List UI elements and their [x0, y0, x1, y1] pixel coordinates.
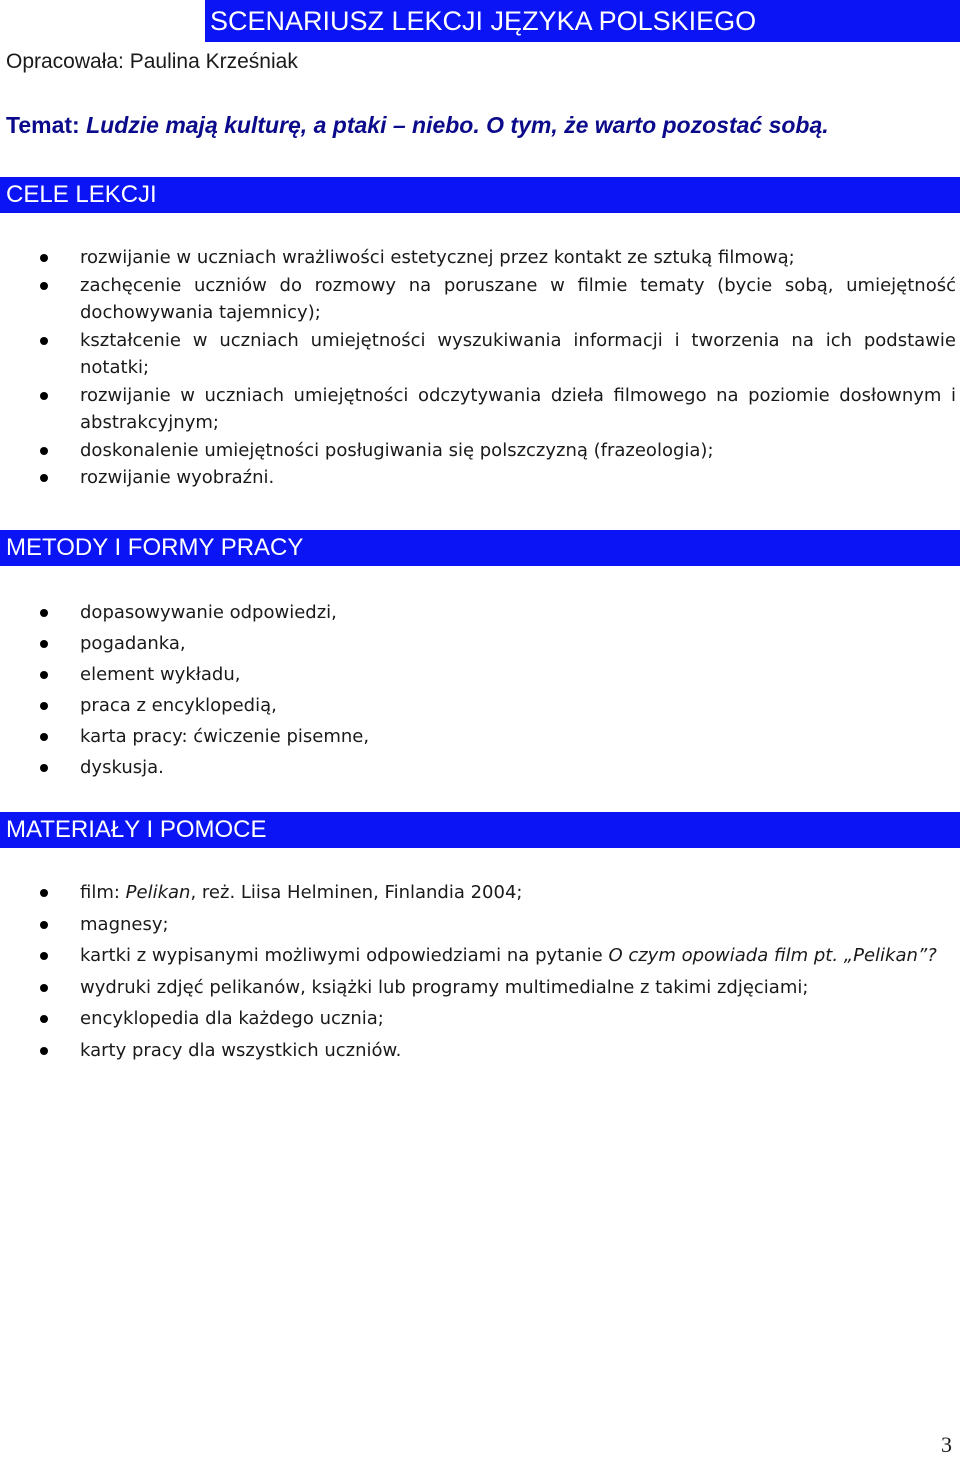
list-item: pogadanka, — [0, 628, 960, 659]
list-item: zachęcenie uczniów do rozmowy na poruszane w filmie tematy (bycie sobą, umiejętność dochowywania tajemnicy); — [0, 272, 960, 327]
film-prefix: film: — [80, 882, 126, 903]
list-item: dyskusja. — [0, 752, 960, 783]
list-item: element wykładu, — [0, 659, 960, 690]
film-title: Pelikan — [125, 882, 191, 903]
list-item: encyklopedia dla każdego ucznia; — [0, 1005, 960, 1033]
list-item: karty pracy dla wszystkich uczniów. — [0, 1037, 960, 1065]
section-heading-goals: CELE LEKCJI — [0, 177, 960, 213]
list-item: rozwijanie w uczniach wrażliwości estetycznej przez kontakt ze sztuką filmową; — [0, 244, 960, 272]
list-item: kształcenie w uczniach umiejętności wyszukiwania informacji i tworzenia na ich podstawie notatki; — [0, 327, 960, 382]
list-item: praca z encyklopedią, — [0, 690, 960, 721]
topic-label: Temat: — [6, 112, 87, 138]
cards-text: kartki z wypisanymi możliwymi odpowiedziami na pytanie — [80, 945, 609, 966]
section-heading-materials: MATERIAŁY I POMOCE — [0, 812, 960, 848]
list-item — [0, 942, 960, 970]
document-title: SCENARIUSZ LEKCJI JĘZYKA POLSKIEGO — [205, 0, 960, 42]
section-heading-methods: METODY I FORMY PRACY — [0, 530, 960, 566]
film-details: , reż. Liisa Helminen, Finlandia 2004; — [190, 882, 523, 903]
methods-list — [0, 597, 960, 783]
list-item: wydruki zdjęć pelikanów, książki lub programy multimedialne z takimi zdjęciami; — [0, 974, 960, 1002]
lesson-topic — [6, 112, 829, 139]
author-line: Opracowała: Paulina Krześniak — [6, 50, 298, 73]
topic-text: Ludzie mają kulturę, a ptaki – niebo. O tym, że warto pozostać sobą. — [86, 112, 829, 138]
list-item: rozwijanie w uczniach umiejętności odczytywania dzieła filmowego na poziomie dosłownym i abstrakcyjnym; — [0, 382, 960, 437]
list-item: rozwijanie wyobraźni. — [0, 464, 960, 492]
goals-list — [0, 244, 960, 492]
page-number: 3 — [941, 1432, 952, 1457]
list-item: dopasowywanie odpowiedzi, — [0, 597, 960, 628]
list-item: magnesy; — [0, 911, 960, 939]
cards-question: O czym opowiada film pt. „Pelikan”? — [608, 945, 937, 966]
list-item — [0, 879, 960, 907]
list-item: doskonalenie umiejętności posługiwania się polszczyzną (frazeologia); — [0, 437, 960, 465]
materials-list — [0, 879, 960, 1064]
list-item: karta pracy: ćwiczenie pisemne, — [0, 721, 960, 752]
